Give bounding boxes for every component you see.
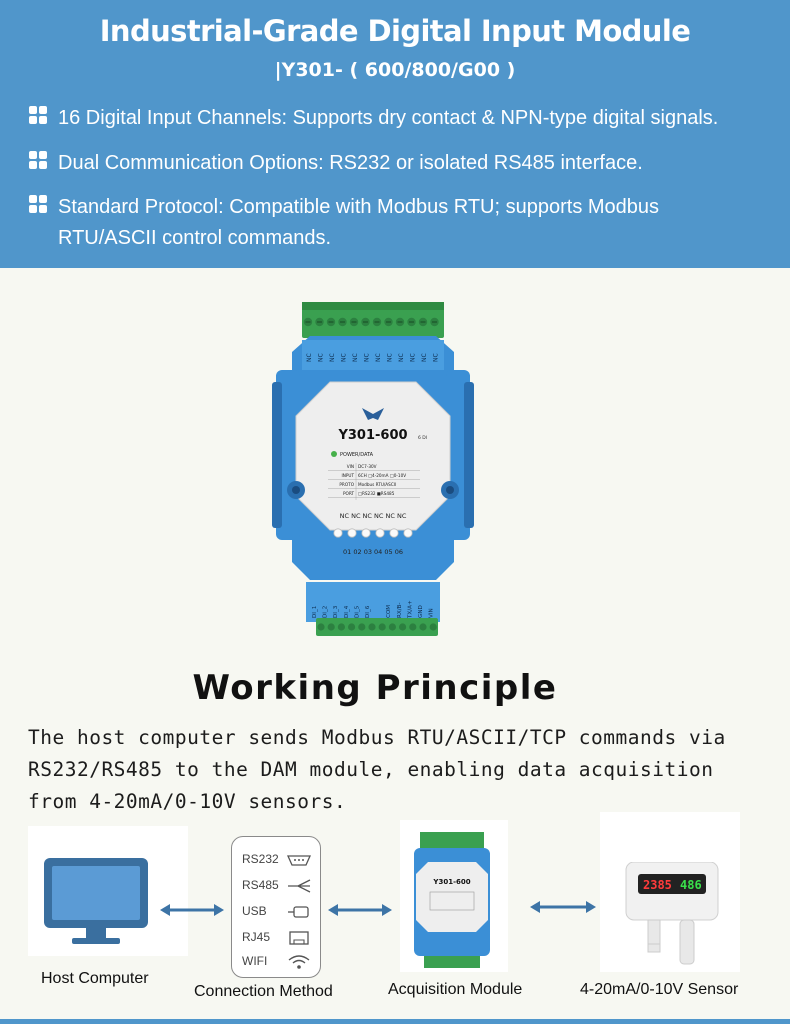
spec-key: VIN (346, 464, 354, 469)
nc-terminal-label: NC (375, 353, 382, 362)
channel-led-icon (334, 529, 342, 537)
device-name: Y301-600 (338, 428, 408, 443)
host-computer-card (28, 826, 188, 956)
device-sub: 6 DI (418, 436, 428, 441)
bottom-terminal-block (316, 618, 438, 636)
spec-value: □RS232 ■RS485 (358, 491, 395, 496)
channel-led-icon (376, 529, 384, 537)
channel-numbers: 01 02 03 04 05 06 (343, 548, 403, 556)
usb-plug-icon (286, 904, 312, 920)
bottom-terminal-label: DI_1 (312, 605, 318, 618)
terminal-screw (430, 623, 437, 630)
wifi-icon (286, 954, 312, 970)
serial-port-icon (286, 852, 312, 868)
method-rs485: RS485 (232, 877, 322, 897)
method-rj45: RJ45 (232, 929, 322, 949)
terminal-screw (338, 623, 345, 630)
spec-value: 6CH □4-20mA □0-10V (358, 473, 407, 478)
method-rs232: RS232 (232, 851, 322, 871)
method-wifi: WIFI (232, 953, 322, 973)
feature-text: 16 Digital Input Channels: Supports dry contact & NPN-type digital signals. (58, 107, 719, 129)
acquisition-module-label: Acquisition Module (388, 981, 523, 998)
spec-key: PROTO (339, 482, 354, 487)
bottom-terminal-label: DI_2 (322, 605, 329, 618)
bottom-terminal-label: TX/A+ (407, 600, 414, 618)
bottom-terminal-label: DI_5 (354, 605, 361, 618)
nc-terminal-label: NC (432, 353, 440, 362)
module-device-icon (406, 832, 498, 972)
feature-item (28, 148, 768, 179)
bidirectional-arrow-icon (530, 899, 596, 915)
acquisition-module-card (400, 820, 508, 972)
power-led-icon (331, 451, 337, 457)
section-description: The host computer sends Modbus RTU/ASCII/TCP commands via RS232/RS485 to the DAM module, enabling data acquisition from 4-20mA/0-10V sensors. (28, 726, 726, 813)
connection-method-label: Connection Method (194, 983, 333, 1000)
bottom-terminal-label: DI_6 (365, 605, 371, 618)
header-banner (0, 0, 790, 268)
sensor-device-icon (618, 862, 728, 972)
spec-value: DC7-30V (358, 464, 377, 469)
host-computer-label: Host Computer (41, 970, 149, 987)
terminal-screw (399, 623, 406, 630)
feature-item (28, 103, 768, 134)
feature-text: Standard Protocol: Compatible with Modbus RTU; supports Modbus RTU/ASCII control commands. (58, 196, 660, 249)
terminal-screw (389, 623, 396, 630)
terminal-screw (358, 623, 365, 630)
method-usb: USB (232, 903, 322, 923)
terminal-screw (328, 623, 335, 630)
section-title: Working Principle (192, 668, 558, 708)
page-title: Industrial-Grade Digital Input Module (99, 14, 691, 48)
bidirectional-arrow-icon (328, 902, 392, 918)
sensor-label: 4-20mA/0-10V Sensor (580, 981, 739, 998)
terminal-screw (419, 623, 426, 630)
nc-terminal-label: NC (317, 353, 325, 362)
channel-led-icon (348, 529, 356, 537)
bottom-terminal-label: DI_4 (343, 605, 350, 618)
bottom-accent-line (0, 1019, 790, 1024)
bottom-terminal-label: COM (386, 604, 393, 618)
device-product-image (270, 300, 476, 640)
grid-bullet-icon (28, 194, 48, 214)
nc-terminal-label: NC (329, 353, 336, 362)
bottom-terminal-label: RX/B- (396, 602, 403, 618)
feature-item (28, 192, 768, 254)
grid-bullet-icon (28, 105, 48, 125)
nc-terminal-label: NC (409, 353, 417, 362)
power-label: POWER/DATA (340, 452, 374, 458)
nc-terminal-label: NC (398, 353, 405, 362)
terminal-screw (379, 623, 386, 630)
bottom-terminal-label: GND (418, 605, 424, 618)
spec-value: Modbus RTU/ASCII (358, 482, 397, 487)
nc-terminal-label: NC (386, 353, 394, 362)
spec-key: PORT (343, 491, 354, 496)
channel-led-icon (404, 529, 412, 537)
nc-row-label: NC NC NC NC NC NC (339, 512, 407, 520)
grid-bullet-icon (28, 150, 48, 170)
wire-fork-icon (286, 878, 312, 894)
bottom-terminal-label: DI_3 (333, 605, 340, 618)
channel-led-icon (390, 529, 398, 537)
feature-text: Dual Communication Options: RS232 or isolated RS485 interface. (58, 152, 643, 174)
connection-methods-box (231, 836, 321, 978)
sensor-display-red: 2385 (643, 878, 672, 892)
monitor-icon (42, 856, 150, 946)
bidirectional-arrow-icon (160, 902, 224, 918)
nc-terminal-label: NC (352, 353, 359, 362)
sensor-card (600, 812, 740, 972)
terminal-screw (368, 623, 375, 630)
bottom-terminal-label: VIN (428, 608, 435, 618)
nc-terminal-label: NC (421, 353, 428, 362)
top-terminal-block (302, 302, 444, 338)
terminal-screw (317, 623, 324, 630)
spec-key: INPUT (341, 473, 354, 478)
ethernet-port-icon (286, 930, 312, 946)
model-subtitle: |Y301- ( 600/800/G00 ) (274, 59, 516, 81)
sensor-display-green: 486 (680, 878, 702, 892)
nc-terminal-label: NC (306, 353, 313, 362)
terminal-screw (409, 623, 416, 630)
terminal-screw (348, 623, 355, 630)
module-name: Y301-600 (433, 878, 471, 886)
nc-terminal-label: NC (340, 353, 348, 362)
channel-led-icon (362, 529, 370, 537)
nc-terminal-label: NC (363, 353, 371, 362)
